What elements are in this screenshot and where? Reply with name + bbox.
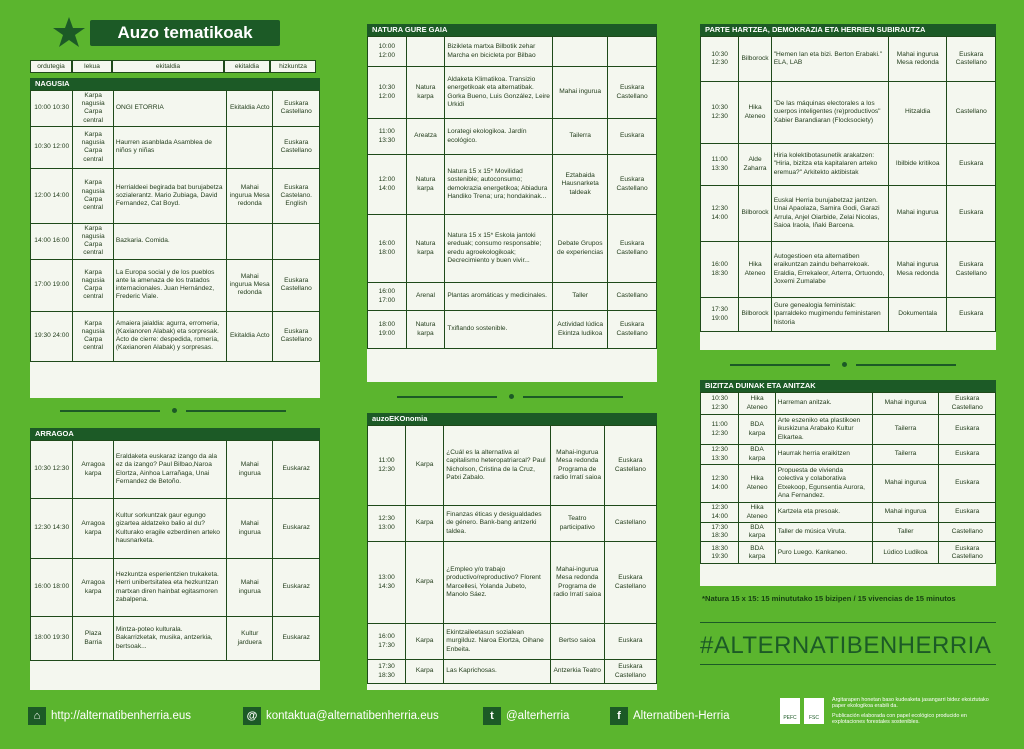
cell-place: BDA karpa	[739, 415, 775, 445]
section-header: PARTE HARTZEA, DEMOKRAZIA ETA HERRIEN SUBIRAUTZA	[700, 24, 996, 36]
cell-event: Hezkuntza esperientzien trukaketa. Herri unibertsitatea eta hezkuntzan martxan diren hainbat egitasmoren zabalpena.	[113, 559, 226, 617]
cell-time: 12:30 13:00	[368, 506, 406, 542]
cell-place: Natura karpa	[406, 155, 445, 215]
cell-time: 10:00 10:30	[31, 91, 73, 127]
cell-event: Kartzela eta presoak.	[775, 503, 872, 523]
at-icon: @	[243, 707, 261, 725]
cell-type	[227, 223, 273, 259]
cell-language: Euskara Castellano	[939, 542, 996, 564]
table-row	[31, 311, 320, 361]
section-bizitza	[700, 380, 996, 586]
col-header: lekua	[72, 60, 112, 73]
table-row	[368, 37, 657, 67]
cell-time: 10:30 12:00	[368, 67, 407, 119]
cell-time: 16:00 17:30	[368, 624, 406, 660]
cell-language: Euskara	[604, 624, 656, 660]
cell-time: 11:00 13:30	[368, 119, 407, 155]
cell-time: 12:30 14:30	[31, 499, 73, 559]
cell-event: "Hemen lan eta bizi. Berton Erabaki." ELA, LAB	[771, 37, 888, 82]
cell-language: Euskara Castellano	[939, 393, 996, 415]
col-header: ekitaldia	[224, 60, 270, 73]
table-row	[701, 445, 996, 465]
table-row	[701, 37, 996, 82]
cell-type: Lúdico Ludikoa	[872, 542, 939, 564]
cell-type: Dokumentala	[888, 298, 947, 332]
cell-time: 11:00 12:30	[368, 426, 406, 506]
cell-event: ONGI ETORRIA	[113, 91, 226, 127]
cell-type: Ekitaldia Acto	[227, 91, 273, 127]
cell-language: Euskaraz	[273, 617, 320, 661]
cell-time: 14:00 16:00	[31, 223, 73, 259]
cell-type: Ekitaldia Acto	[227, 311, 273, 361]
table-row	[31, 499, 320, 559]
cell-place: Natura karpa	[406, 67, 445, 119]
cell-type: Mahai ingurua	[872, 393, 939, 415]
table-row	[368, 660, 657, 684]
table-row	[368, 119, 657, 155]
cell-place: Bilborock	[739, 298, 771, 332]
cell-place: Natura karpa	[406, 311, 445, 349]
cell-language	[608, 37, 657, 67]
cell-place: Hika Ateneo	[739, 393, 775, 415]
cell-language: Euskara Castellano	[604, 426, 656, 506]
table-row	[31, 617, 320, 661]
cell-type: Tailerra	[872, 415, 939, 445]
table-row	[701, 415, 996, 445]
table-row	[368, 283, 657, 311]
cell-time: 16:00 18:30	[701, 242, 739, 298]
cell-language: Euskara Castellano	[273, 259, 320, 311]
cell-time: 12:30 14:00	[701, 186, 739, 242]
cell-time: 17:30 18:30	[368, 660, 406, 684]
cell-language: Castellano	[939, 523, 996, 542]
home-icon: ⌂	[28, 707, 46, 725]
cell-place	[406, 37, 445, 67]
page-title: Auzo tematikoak	[90, 20, 280, 46]
cell-language: Euskara Castellano	[947, 242, 996, 298]
section-auzoekonomia	[367, 413, 657, 690]
cell-event: Natura 15 x 15* Eskola jantoki ereduak; consumo responsable; eredu agroekologikoak; Decrecimiento y buen vivir...	[445, 215, 553, 283]
cell-event: Mintza-poteo kulturala. Bakarrizketak, musika, antzerkia, bertsoak...	[113, 617, 226, 661]
table-row	[701, 523, 996, 542]
cell-type: Kultur jarduera	[227, 617, 273, 661]
table-row	[31, 259, 320, 311]
cell-place: Hika Ateneo	[739, 465, 775, 503]
eco-text-es: Publicación elaborada con papel ecológico producido en explotaciones forestales sostenibles.	[832, 713, 967, 726]
cell-language: Euskaraz	[273, 559, 320, 617]
cell-place: Hika Ateneo	[739, 82, 771, 144]
cell-place: Hika Ateneo	[739, 242, 771, 298]
cell-place: BDA karpa	[739, 445, 775, 465]
cell-time: 12:30 14:00	[701, 503, 739, 523]
table-row	[368, 155, 657, 215]
cell-place: Natura karpa	[406, 215, 445, 283]
cell-language: Euskara	[939, 415, 996, 445]
cell-type: Antzerkia Teatro	[550, 660, 604, 684]
logo-star-icon	[52, 16, 86, 50]
section-header: BIZITZA DUINAK ETA ANITZAK	[700, 380, 996, 392]
cell-language: Euskara	[608, 119, 657, 155]
cell-event: Finanzas éticas y desigualdades de género. Bank-bang antzerki taldea.	[444, 506, 550, 542]
cell-time: 12:00 14:00	[31, 168, 73, 223]
cell-type: Bertso saioa	[550, 624, 604, 660]
cell-event: Haurrak herria eraikitzen	[775, 445, 872, 465]
section-header: NAGUSIA	[30, 78, 320, 90]
cell-event: Natura 15 x 15* Movilidad sostenible; autoconsumo; demokrazia energetikoa; Abiadura Handiko Trena; ura; hondakinak...	[445, 155, 553, 215]
cell-place: Areatza	[406, 119, 445, 155]
section-header: auzoEKOnomia	[367, 413, 657, 425]
cell-place: Karpa	[406, 660, 444, 684]
table-row	[701, 144, 996, 186]
cell-language: Euskara	[947, 186, 996, 242]
cell-time: 12:00 14:00	[368, 155, 407, 215]
cell-time: 17:30 19:00	[701, 298, 739, 332]
cell-place: Karpa nagusia Carpa central	[73, 259, 113, 311]
column-headers	[30, 60, 316, 73]
cell-language: Euskara Castellano	[273, 126, 320, 168]
cell-language: Euskara	[939, 445, 996, 465]
cell-place: Karpa nagusia Carpa central	[73, 126, 113, 168]
cell-event: Kultur sorkuntzak gaur egungo gizartea aldatzeko balio al du? Kulturako eragile ezberdinen arteko hausnarketa.	[113, 499, 226, 559]
cell-event: Hiria kolektibotasunetik arakatzen: "Hiria, bizitza eta kapitalaren arteko eremua?" Arkitekto aktibistak	[771, 144, 888, 186]
table-row	[368, 624, 657, 660]
section-header: ARRAGOA	[30, 428, 320, 440]
footer-facebook-label: Alternatiben-Herria	[633, 710, 730, 722]
cell-time: 10:00 12:00	[368, 37, 407, 67]
natura-note: *Natura 15 x 15: 15 minututako 15 bizipen / 15 vivencias de 15 minutos	[702, 594, 956, 603]
cell-time: 17:30 18:30	[701, 523, 739, 542]
section-nagusia	[30, 78, 320, 398]
cell-type: Mahai ingurua Mesa redonda	[227, 259, 273, 311]
cell-place: Arragoa karpa	[73, 559, 113, 617]
table-row	[368, 215, 657, 283]
cell-event: Propuesta de vivienda colectiva y colaborativa Etxekoop, Egunsentia Aurora, Ana Fernandez.	[775, 465, 872, 503]
hashtag: #ALTERNATIBENHERRIA	[700, 632, 992, 659]
cell-place: Karpa nagusia Carpa central	[73, 91, 113, 127]
cell-time: 18:00 19:00	[368, 311, 407, 349]
cell-type: Mahai ingurua Mesa redonda	[227, 168, 273, 223]
cell-type: Eztabaida Hausnarketa taldeak	[553, 155, 608, 215]
cell-event: Plantas aromáticas y medicinales.	[445, 283, 553, 311]
cell-place: Bilborock	[739, 37, 771, 82]
table-row	[368, 67, 657, 119]
col-header: hizkuntza	[270, 60, 316, 73]
section-parte-hartzea	[700, 24, 996, 350]
cell-time: 10:30 12:00	[31, 126, 73, 168]
cell-language: Euskara Castellano	[947, 37, 996, 82]
twitter-icon: t	[483, 707, 501, 725]
table-row	[31, 441, 320, 499]
cell-type: Mahai-ingurua Mesa redonda Programa de radio Irratí saioa	[550, 542, 604, 624]
table-row	[701, 298, 996, 332]
cell-type: Debate Grupos de experiencias	[553, 215, 608, 283]
cell-time: 16:00 18:00	[368, 215, 407, 283]
table-row	[701, 542, 996, 564]
cell-language: Castellano	[608, 283, 657, 311]
cell-event: Lorategi ekologikoa. Jardín ecológico.	[445, 119, 553, 155]
cell-place: Karpa	[406, 624, 444, 660]
cell-time: 11:00 12:30	[701, 415, 739, 445]
cell-type: Tailerra	[553, 119, 608, 155]
cell-type: Mahai ingurua	[888, 186, 947, 242]
cell-type: Mahai ingurua	[872, 465, 939, 503]
footer-mail[interactable]	[243, 705, 439, 727]
table-row	[31, 168, 320, 223]
cell-language: Euskara Castellano	[273, 91, 320, 127]
cell-place: Karpa	[406, 506, 444, 542]
cell-type: Mahai ingurua	[227, 559, 273, 617]
cell-event: Arte eszeniko eta plastikoen ikuskizuna Arabako Kultur Elkartea.	[775, 415, 872, 445]
cell-time: 11:00 13:30	[701, 144, 739, 186]
cell-type: Hitzaldia	[888, 82, 947, 144]
cell-language: Euskara	[939, 465, 996, 503]
cell-type: Mahai ingurua Mesa redonda	[888, 242, 947, 298]
cell-time: 10:30 12:30	[31, 441, 73, 499]
cell-time: 13:00 14:30	[368, 542, 406, 624]
table-row	[368, 311, 657, 349]
cell-time: 12:30 13:30	[701, 445, 739, 465]
table-row	[701, 186, 996, 242]
cell-place: Karpa nagusia Carpa central	[73, 311, 113, 361]
cell-time: 17:00 19:00	[31, 259, 73, 311]
cell-language: Euskara	[939, 503, 996, 523]
cell-event: Las Kaprichosas.	[444, 660, 550, 684]
cell-type	[553, 37, 608, 67]
table-row	[368, 426, 657, 506]
section-arragoa	[30, 428, 320, 690]
cell-event: Puro Luego. Kankaneo.	[775, 542, 872, 564]
table-row	[701, 465, 996, 503]
cell-language: Euskaraz	[273, 441, 320, 499]
pefc-logo: PEFC	[780, 698, 800, 724]
section-natura	[367, 24, 657, 382]
cell-language: Euskara Castellano	[604, 660, 656, 684]
cell-type: Mahai ingurua Mesa redonda	[888, 37, 947, 82]
cell-place: Bilborock	[739, 186, 771, 242]
cell-place: Arragoa karpa	[73, 499, 113, 559]
cell-event: Euskal Herria burujabetzaz jantzen. Unai Apaolaza, Samira Godi, Garazi Arrula, Anjel Oiarbide, Zelai Nicolas, Saioa Iraola, Iñaki Barcena.	[771, 186, 888, 242]
footer-mail-label: kontaktua@alternatibenherria.eus	[266, 710, 439, 722]
cell-language: Euskara	[947, 298, 996, 332]
cell-event: Gure genealogia feministak: Iparraldeko mugimendu feministaren historia	[771, 298, 888, 332]
cell-time: 10:30 12:30	[701, 82, 739, 144]
cell-language: Euskara Castellano	[604, 542, 656, 624]
cell-event: Bizikleta martxa Bilbotik zehar Marcha en bicicleta por Bilbao	[445, 37, 553, 67]
cell-time: 10:30 12:30	[701, 37, 739, 82]
cell-event: Taller de música Viruta.	[775, 523, 872, 542]
cell-type: Tailerra	[872, 445, 939, 465]
cell-type: Mahai ingurua	[227, 441, 273, 499]
cell-event: Autogestioen eta alternatiben eraikuntzan zaindu beharrekoak. Eraldia, Errekaleor, Arterra, Ortuondo, Joxemi Zumalabe	[771, 242, 888, 298]
footer-twitter-label: @alterherria	[506, 710, 570, 722]
cell-place: Plaza Barria	[73, 617, 113, 661]
cell-place: Karpa nagusia Carpa central	[73, 168, 113, 223]
table-row	[31, 559, 320, 617]
table-row	[368, 542, 657, 624]
facebook-icon: f	[610, 707, 628, 725]
cell-type: Mahai ingurua	[872, 503, 939, 523]
footer-twitter[interactable]	[483, 705, 569, 727]
cell-event: Harreman anitzak.	[775, 393, 872, 415]
cell-event: Bazkaria. Comida.	[113, 223, 226, 259]
fsc-logo: FSC	[804, 698, 824, 724]
cell-place: BDA karpa	[739, 523, 775, 542]
cell-time: 16:00 18:00	[31, 559, 73, 617]
cell-time: 18:30 19:30	[701, 542, 739, 564]
eco-text-eu: Argitarapen honetan baso kudeaketa jasangarri bidez ekoiztutako paper ekologikoa erabili da.	[832, 697, 989, 710]
cell-language: Euskara Castellano	[608, 67, 657, 119]
cell-language: Euskaraz	[273, 499, 320, 559]
cell-time: 19:30 24:00	[31, 311, 73, 361]
cell-time: 10:30 12:30	[701, 393, 739, 415]
cell-time: 18:00 19:30	[31, 617, 73, 661]
cell-place: Arenal	[406, 283, 445, 311]
cell-event: Amaiera jaialdia: agurra, erromeria, (Kaxianoren Alabak) eta sorpresak. Acto de cierre: despedida, romería, (Kaxianoren Alabak) y sorpresas.	[113, 311, 226, 361]
cell-event: ¿Empleo y/o trabajo productivo/reproductivo? Florent Marcellesi, Yolanda Jubeto, Manolo Sáez.	[444, 542, 550, 624]
cell-type: Taller	[872, 523, 939, 542]
footer-facebook[interactable]	[610, 705, 730, 727]
section-header: NATURA GURE GAIA	[367, 24, 657, 36]
cell-type: Mahai-ingurua Mesa redonda Programa de radio Irratí saioa	[550, 426, 604, 506]
footer-web[interactable]	[28, 705, 191, 727]
cell-language: Euskara	[947, 144, 996, 186]
cell-type: Ibilbide kritikoa	[888, 144, 947, 186]
cell-language: Euskara Castellano	[273, 311, 320, 361]
footer-web-label: http://alternatibenherria.eus	[51, 710, 192, 722]
cell-language: Euskara Castelano. English	[273, 168, 320, 223]
col-header: ordutegia	[30, 60, 72, 73]
cell-type	[227, 126, 273, 168]
cell-language: Euskara Castellano	[608, 155, 657, 215]
cell-event: "De las máquinas electorales a los cuerpos inteligentes (re)productivos" Xabier Barandiaran (Flocksociety)	[771, 82, 888, 144]
cell-place: Karpa nagusia Carpa central	[73, 223, 113, 259]
table-row	[701, 82, 996, 144]
cell-type: Teatro participativo	[550, 506, 604, 542]
cell-place: Arragoa karpa	[73, 441, 113, 499]
table-row	[31, 126, 320, 168]
cell-time: 12:30 14:00	[701, 465, 739, 503]
cell-place: BDA karpa	[739, 542, 775, 564]
table-row	[368, 506, 657, 542]
cell-event: Aldaketa Klimatikoa. Transizio energetikoak eta alternatibak. Gorka Bueno, Luis González, Leire Urkidi	[445, 67, 553, 119]
table-row	[701, 393, 996, 415]
table-row	[701, 242, 996, 298]
cell-time: 16:00 17:00	[368, 283, 407, 311]
cell-language	[273, 223, 320, 259]
cell-place: Hika Ateneo	[739, 503, 775, 523]
cell-event: ¿Cuál es la alternativa al capitalismo heteropatriarcal? Paul Nicholson, Cristina de la Cruz, Patxi Zabalo.	[444, 426, 550, 506]
cell-language: Euskara Castellano	[608, 215, 657, 283]
cell-event: Haurren asanblada Asamblea de niños y niñas	[113, 126, 226, 168]
cell-language: Euskara Castellano	[608, 311, 657, 349]
cell-type: Mahai ingurua	[553, 67, 608, 119]
cell-event: Txiflando sostenible.	[445, 311, 553, 349]
cell-language: Castellano	[947, 82, 996, 144]
table-row	[31, 223, 320, 259]
cell-event: Eraldaketa euskaraz izango da ala ez da izango? Paul Bilbao,Naroa Elortza, Ainhoa Larrañaga, Unai Fernandez de Betoño.	[113, 441, 226, 499]
cell-event: Herrialdeei begirada bat burujabetza sozialerantz. Mario Zubiaga, David Fernandez, Cat Boyd.	[113, 168, 226, 223]
cell-place: Alde Zaharra	[739, 144, 771, 186]
cell-place: Karpa	[406, 426, 444, 506]
table-row	[701, 503, 996, 523]
cell-place: Karpa	[406, 542, 444, 624]
cell-type: Actividad lúdica Ekintza ludikoa	[553, 311, 608, 349]
cell-type: Mahai ingurua	[227, 499, 273, 559]
cell-event: La Europa social y de los pueblos ante la amenaza de los tratados internacionales. Juan Hernández, Frederic Viale.	[113, 259, 226, 311]
col-header: ekitaldia	[112, 60, 224, 73]
cell-type: Taller	[553, 283, 608, 311]
cell-event: Ekintzaileetasun sozialean murgilduz. Naroa Elortza, Oihane Enbeita.	[444, 624, 550, 660]
table-row	[31, 91, 320, 127]
cell-language: Castellano	[604, 506, 656, 542]
